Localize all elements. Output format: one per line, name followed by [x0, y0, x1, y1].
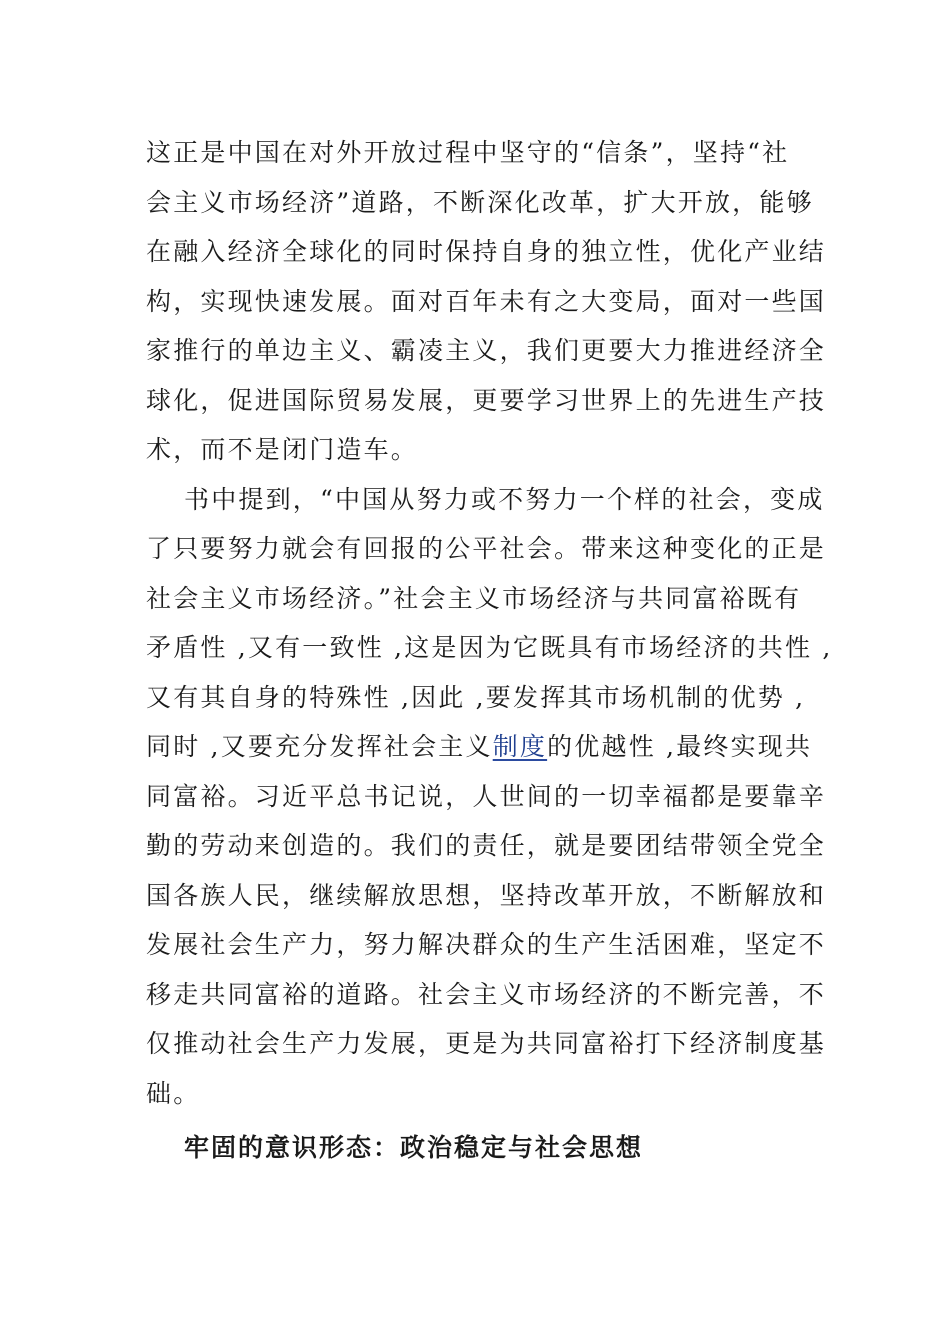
hyperlink-zhidu[interactable]: 制度 [492, 732, 548, 761]
paragraph-line: 了只要努力就会有回报的公平社会。带来这种变化的正是 [146, 534, 827, 563]
paragraph-line: 移走共同富裕的道路。社会主义市场经济的不断完善，不 [146, 979, 827, 1009]
link-prefix-text: 同时 ,又要充分发挥社会主义 [146, 732, 493, 761]
paragraph-2 [146, 475, 833, 1119]
paragraph-line: 础。 [146, 1078, 201, 1108]
paragraph-line: 社会主义市场经济。”社会主义市场经济与共同富裕既有 [146, 583, 802, 613]
paragraph-line: 又有其自身的特殊性 ,因此 ,要发挥其市场机制的优势 , [146, 682, 806, 712]
paragraph-line: 会主义市场经济”道路，不断深化改革，扩大开放，能够 [146, 187, 814, 217]
paragraph-line: 仅推动社会生产力发展，更是为共同富裕打下经济制度基 [146, 1029, 827, 1058]
section-heading: 牢固的意识形态：政治稳定与社会思想 [184, 1133, 644, 1162]
paragraph-line: 家推行的单边主义、霸凌主义，我们更要大力推进经济全 [146, 336, 827, 365]
paragraph-line: 矛盾性 ,又有一致性 ,这是因为它既具有市场经济的共性 , [146, 633, 833, 662]
paragraph-line: 发展社会生产力，努力解决群众的生产生活困难，坚定不 [146, 930, 827, 959]
paragraph-line: 球化，促进国际贸易发展，更要学习世界上的先进生产技 [146, 385, 827, 415]
paragraph-1 [146, 128, 827, 475]
paragraph-line: 术，而不是闭门造车。 [146, 435, 419, 464]
paragraph-line-with-link [146, 722, 813, 772]
link-suffix-text: 的优越性 ,最终实现共 [547, 732, 813, 761]
paragraph-line: 这正是中国在对外开放过程中坚守的“信条”，坚持“社 [146, 138, 790, 167]
paragraph-line: 勤的劳动来创造的。我们的责任，就是要团结带领全党全 [146, 831, 827, 860]
body-text [146, 128, 833, 1118]
paragraph-line: 在融入经济全球化的同时保持自身的独立性，优化产业结 [146, 237, 827, 266]
paragraph-line: 国各族人民，继续解放思想，坚持改革开放，不断解放和 [146, 880, 827, 910]
paragraph-line: 构，实现快速发展。面对百年未有之大变局，面对一些国 [146, 286, 827, 316]
paragraph-line: 同富裕。习近平总书记说，人世间的一切幸福都是要靠辛 [146, 781, 827, 811]
paragraph-line: 书中提到，“中国从努力或不努力一个样的社会，变成 [184, 484, 825, 514]
